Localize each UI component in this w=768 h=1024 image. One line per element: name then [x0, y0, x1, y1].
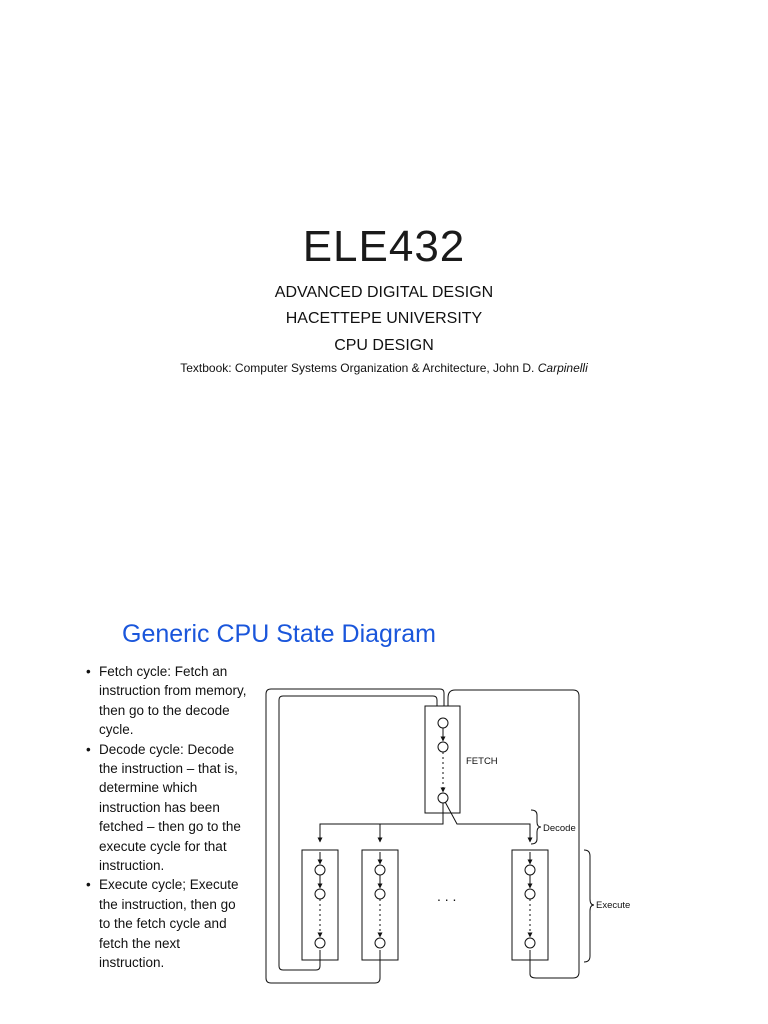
subtitle-course-name: ADVANCED DIGITAL DESIGN [274, 284, 494, 301]
fetch-state-3 [438, 793, 448, 803]
cpu-state-diagram [0, 596, 768, 1024]
textbook-author: Carpinelli [537, 361, 588, 375]
decode-brace [531, 810, 541, 844]
fetch-state-1 [438, 718, 448, 728]
subtitle-topic: CPU DESIGN [334, 337, 434, 354]
bullet-execute-cycle: • Execute cycle; Execute the instruction, then go to the fetch cycle and fetch the next instruction. [86, 875, 248, 972]
subtitle-university: HACETTEPE UNIVERSITY [285, 310, 483, 327]
bullet-fetch-cycle: • Fetch cycle: Fetch an instruction from memory, then go to the decode cycle. [86, 662, 248, 740]
decode-label: Decode [543, 823, 576, 834]
fetch-label: FETCH [466, 756, 498, 767]
bullet-decode-cycle: • Decode cycle: Decode the instruction – that is, determine which instruction has been fetched – then go to the execute cycle for that instruction. [86, 740, 248, 876]
execute-box-1 [302, 850, 338, 960]
execute-box-n [512, 850, 548, 960]
content-slide [0, 596, 768, 1024]
slide-title: Generic CPU State Diagram [122, 620, 437, 648]
execute-ellipsis: . . . [437, 888, 457, 904]
course-code: ELE432 [302, 222, 466, 271]
execute-box-2 [362, 850, 398, 960]
execute-brace [584, 850, 594, 962]
fetch-state-box [425, 706, 460, 813]
textbook-line [0, 361, 768, 375]
textbook-text: Textbook: Computer Systems Organization & Architecture, John D. [180, 361, 538, 375]
execute-label: Execute [596, 900, 631, 911]
fetch-state-2 [438, 742, 448, 752]
